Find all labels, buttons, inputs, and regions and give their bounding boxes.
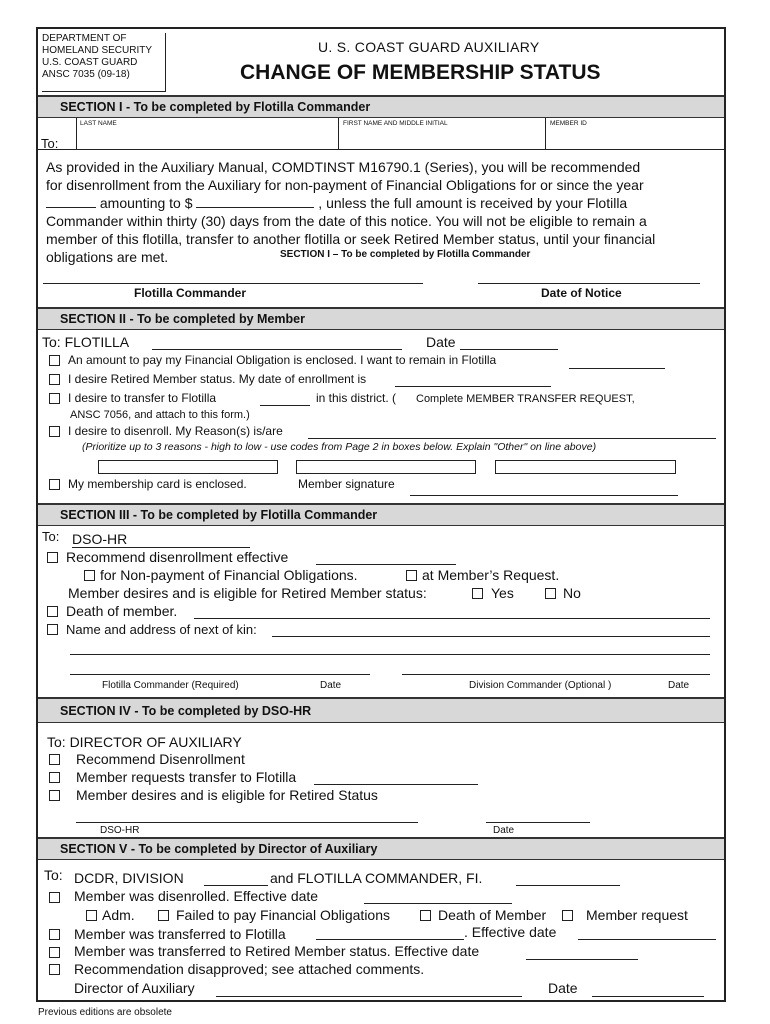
divider [338, 118, 339, 149]
disenrolled-label: Member was disenrolled. Effective date [74, 888, 319, 904]
reason-code-box-3[interactable] [495, 460, 676, 474]
section-3-header: SECTION III - To be completed by Flotilla Commander [38, 503, 724, 526]
transferred-label: Member was transferred to Flotilla [74, 926, 286, 942]
amount-field[interactable] [196, 195, 314, 208]
retired-status-checkbox[interactable] [49, 790, 60, 801]
notice-line: amounting to $ [99, 195, 193, 211]
division-commander-signature-line[interactable] [402, 674, 710, 675]
member-id-label: MEMBER ID [550, 120, 587, 127]
member-request-checkbox[interactable] [406, 570, 417, 581]
agency-name: U. S. COAST GUARD AUXILIARY [318, 39, 540, 55]
option-transfer: I desire to transfer to Flotilla [68, 391, 217, 405]
card-enclosed-label: My membership card is enclosed. [68, 477, 247, 491]
to-label: To: [42, 529, 60, 544]
transfer-label: Member requests transfer to Flotilla [76, 769, 297, 785]
last-name-field[interactable] [80, 128, 335, 147]
nonpayment-label: for Non-payment of Financial Obligations. [100, 567, 358, 583]
transferred-date-field[interactable] [578, 939, 716, 940]
disenrolled-date-field[interactable] [364, 903, 512, 904]
reason-instructions: (Prioritize up to 3 reasons - high to low - use codes from Page 2 in boxes below. Explain "Other" on line above) [82, 441, 597, 453]
flotilla-field[interactable] [152, 349, 402, 350]
date-of-notice-line[interactable] [478, 283, 700, 284]
retired-status-label: Member desires and is eligible for Retired Status [76, 787, 378, 803]
adm-checkbox[interactable] [86, 910, 97, 921]
reason-code-box-1[interactable] [98, 460, 278, 474]
notice-line: obligations are met. [46, 249, 169, 265]
member-request-label: Member request [586, 907, 688, 923]
transferred-checkbox[interactable] [49, 929, 60, 940]
recommend-disenrollment-label: Recommend disenrollment effective [66, 549, 289, 565]
disapproved-label: Recommendation disapproved; see attached comments. [74, 961, 425, 977]
flotilla-commander-label: Flotilla Commander [134, 286, 247, 300]
first-name-field[interactable] [341, 128, 541, 147]
transferred-effective-label: . Effective date [464, 924, 557, 940]
death-of-member-checkbox[interactable] [420, 910, 431, 921]
failed-to-pay-label: Failed to pay Financial Obligations [176, 907, 391, 923]
member-request-checkbox[interactable] [562, 910, 573, 921]
recommend-disenrollment-checkbox[interactable] [49, 754, 60, 765]
footer-note: Previous editions are obsolete [38, 1007, 172, 1018]
to-flotilla-label: To: FLOTILLA [42, 334, 130, 350]
date-line[interactable] [486, 822, 590, 823]
enrollment-date-field[interactable] [395, 386, 551, 387]
transfer-instructions-cont: ANSC 7056, and attach to this form.) [70, 409, 250, 421]
first-name-label: FIRST NAME AND MIDDLE INITIAL [343, 120, 448, 127]
to-label: To: [44, 867, 63, 883]
retired-transfer-checkbox[interactable] [49, 947, 60, 958]
no-label: No [563, 585, 581, 601]
date-label: Date [668, 680, 690, 691]
yes-checkbox[interactable] [472, 588, 483, 599]
dso-hr-signature-line[interactable] [76, 822, 418, 823]
dept-line: DEPARTMENT OF [42, 33, 127, 44]
transfer-checkbox[interactable] [49, 772, 60, 783]
division-commander-label: Division Commander (Optional ) [469, 680, 612, 691]
notice-line: for disenrollment from the Auxiliary for non-payment of Financial Obligations for or since the year [46, 177, 644, 193]
divider [545, 118, 546, 149]
retired-transfer-date-field[interactable] [526, 959, 638, 960]
flotilla-commander-label: Flotilla Commander (Required) [102, 680, 239, 691]
division-field[interactable] [204, 885, 268, 886]
member-request-label: at Member’s Request. [422, 567, 560, 583]
transfer-checkbox[interactable] [49, 393, 60, 404]
transfer-flotilla-field[interactable] [260, 405, 310, 406]
member-signature-field[interactable] [410, 495, 678, 496]
recommend-disenrollment-checkbox[interactable] [47, 552, 58, 563]
director-label: Director of Auxiliary [74, 980, 195, 996]
death-checkbox[interactable] [47, 606, 58, 617]
option-remain: An amount to pay my Financial Obligation is enclosed. I want to remain in Flotilla [68, 353, 497, 367]
next-of-kin-checkbox[interactable] [47, 624, 58, 635]
next-of-kin-label: Name and address of next of kin: [66, 622, 257, 637]
death-label: Death of member. [66, 603, 178, 619]
notice-line: member of this flotilla, transfer to another flotilla or seek Retired Member status, until your financial [46, 231, 656, 247]
flotilla-commander-label: and FLOTILLA COMMANDER, FI. [270, 870, 483, 886]
membership-form [36, 27, 726, 1002]
dso-hr-label: DSO-HR [100, 825, 140, 836]
member-id-field[interactable] [548, 128, 720, 147]
recommend-disenrollment-label: Recommend Disenrollment [76, 751, 245, 767]
death-details-field[interactable] [194, 618, 710, 619]
reason-field[interactable] [308, 438, 716, 439]
dept-line: U.S. COAST GUARD [42, 57, 138, 68]
nonpayment-checkbox[interactable] [84, 570, 95, 581]
section-2-header: SECTION II - To be completed by Member [38, 307, 724, 330]
option-retired: I desire Retired Member status. My date of enrollment is [68, 372, 367, 386]
death-of-member-label: Death of Member [438, 907, 547, 923]
yes-label: Yes [491, 585, 514, 601]
date-label: Date [320, 680, 342, 691]
to-director-label: To: DIRECTOR OF AUXILIARY [47, 734, 242, 750]
director-signature-line[interactable] [216, 996, 522, 997]
effective-date-field[interactable] [316, 564, 456, 565]
disenroll-checkbox[interactable] [49, 426, 60, 437]
dcdr-division-label: DCDR, DIVISION [74, 870, 184, 886]
date-of-notice-label: Date of Notice [541, 286, 622, 300]
date-line[interactable] [592, 996, 704, 997]
form-number: ANSC 7035 (09-18) [42, 69, 130, 80]
department-block [42, 33, 166, 92]
member-signature-label: Member signature [298, 477, 395, 491]
transfer-instructions: Complete MEMBER TRANSFER REQUEST, [416, 393, 635, 405]
transfer-flotilla-field[interactable] [314, 784, 478, 785]
notice-line: Commander within thirty (30) days from the date of this notice. You will not be eligible to remain a [46, 213, 647, 229]
no-checkbox[interactable] [545, 588, 556, 599]
notice-line: As provided in the Auxiliary Manual, COMDTINST M16790.1 (Series), you will be recommended [46, 159, 641, 175]
flotilla-field[interactable] [516, 885, 620, 886]
option-transfer-district: in this district. ( [316, 391, 397, 405]
flotilla-commander-signature-line[interactable] [43, 283, 423, 284]
date-label: Date [493, 825, 515, 836]
year-field[interactable] [46, 195, 96, 208]
retired-status-label: Member desires and is eligible for Retired Member status: [68, 585, 427, 601]
disapproved-checkbox[interactable] [49, 964, 60, 975]
retired-checkbox[interactable] [49, 374, 60, 385]
retired-transfer-label: Member was transferred to Retired Member status. Effective date [74, 943, 480, 959]
divider [38, 149, 724, 150]
divider [72, 547, 250, 548]
transferred-flotilla-field[interactable] [316, 939, 464, 940]
remain-flotilla-field[interactable] [569, 368, 665, 369]
date-label: Date [548, 980, 578, 996]
dso-hr-label: DSO-HR [72, 531, 128, 547]
to-label: To: [41, 136, 59, 151]
form-title: CHANGE OF MEMBERSHIP STATUS [240, 61, 601, 84]
remain-checkbox[interactable] [49, 355, 60, 366]
section-4-header: SECTION IV - To be completed by DSO-HR [38, 697, 724, 723]
card-enclosed-checkbox[interactable] [49, 479, 60, 490]
flotilla-commander-signature-line[interactable] [70, 674, 370, 675]
notice-line: , unless the full amount is received by your Flotilla [318, 195, 628, 211]
section-5-header: SECTION V - To be completed by Director of Auxiliary [38, 837, 724, 860]
divider [76, 118, 77, 149]
date-field[interactable] [460, 349, 558, 350]
failed-to-pay-checkbox[interactable] [158, 910, 169, 921]
adm-label: Adm. [102, 907, 135, 923]
next-of-kin-field-2[interactable] [70, 654, 710, 655]
dept-line: HOMELAND SECURITY [42, 45, 153, 56]
section-1-header: SECTION I - To be completed by Flotilla Commander [38, 95, 724, 118]
disenrolled-checkbox[interactable] [49, 892, 60, 903]
reason-code-box-2[interactable] [296, 460, 476, 474]
section-stamp: SECTION I – To be completed by Flotilla Commander [280, 249, 531, 260]
date-label: Date [426, 334, 456, 350]
last-name-label: LAST NAME [80, 120, 117, 127]
option-disenroll: I desire to disenroll. My Reason(s) is/are [68, 424, 283, 438]
next-of-kin-field[interactable] [272, 636, 710, 637]
